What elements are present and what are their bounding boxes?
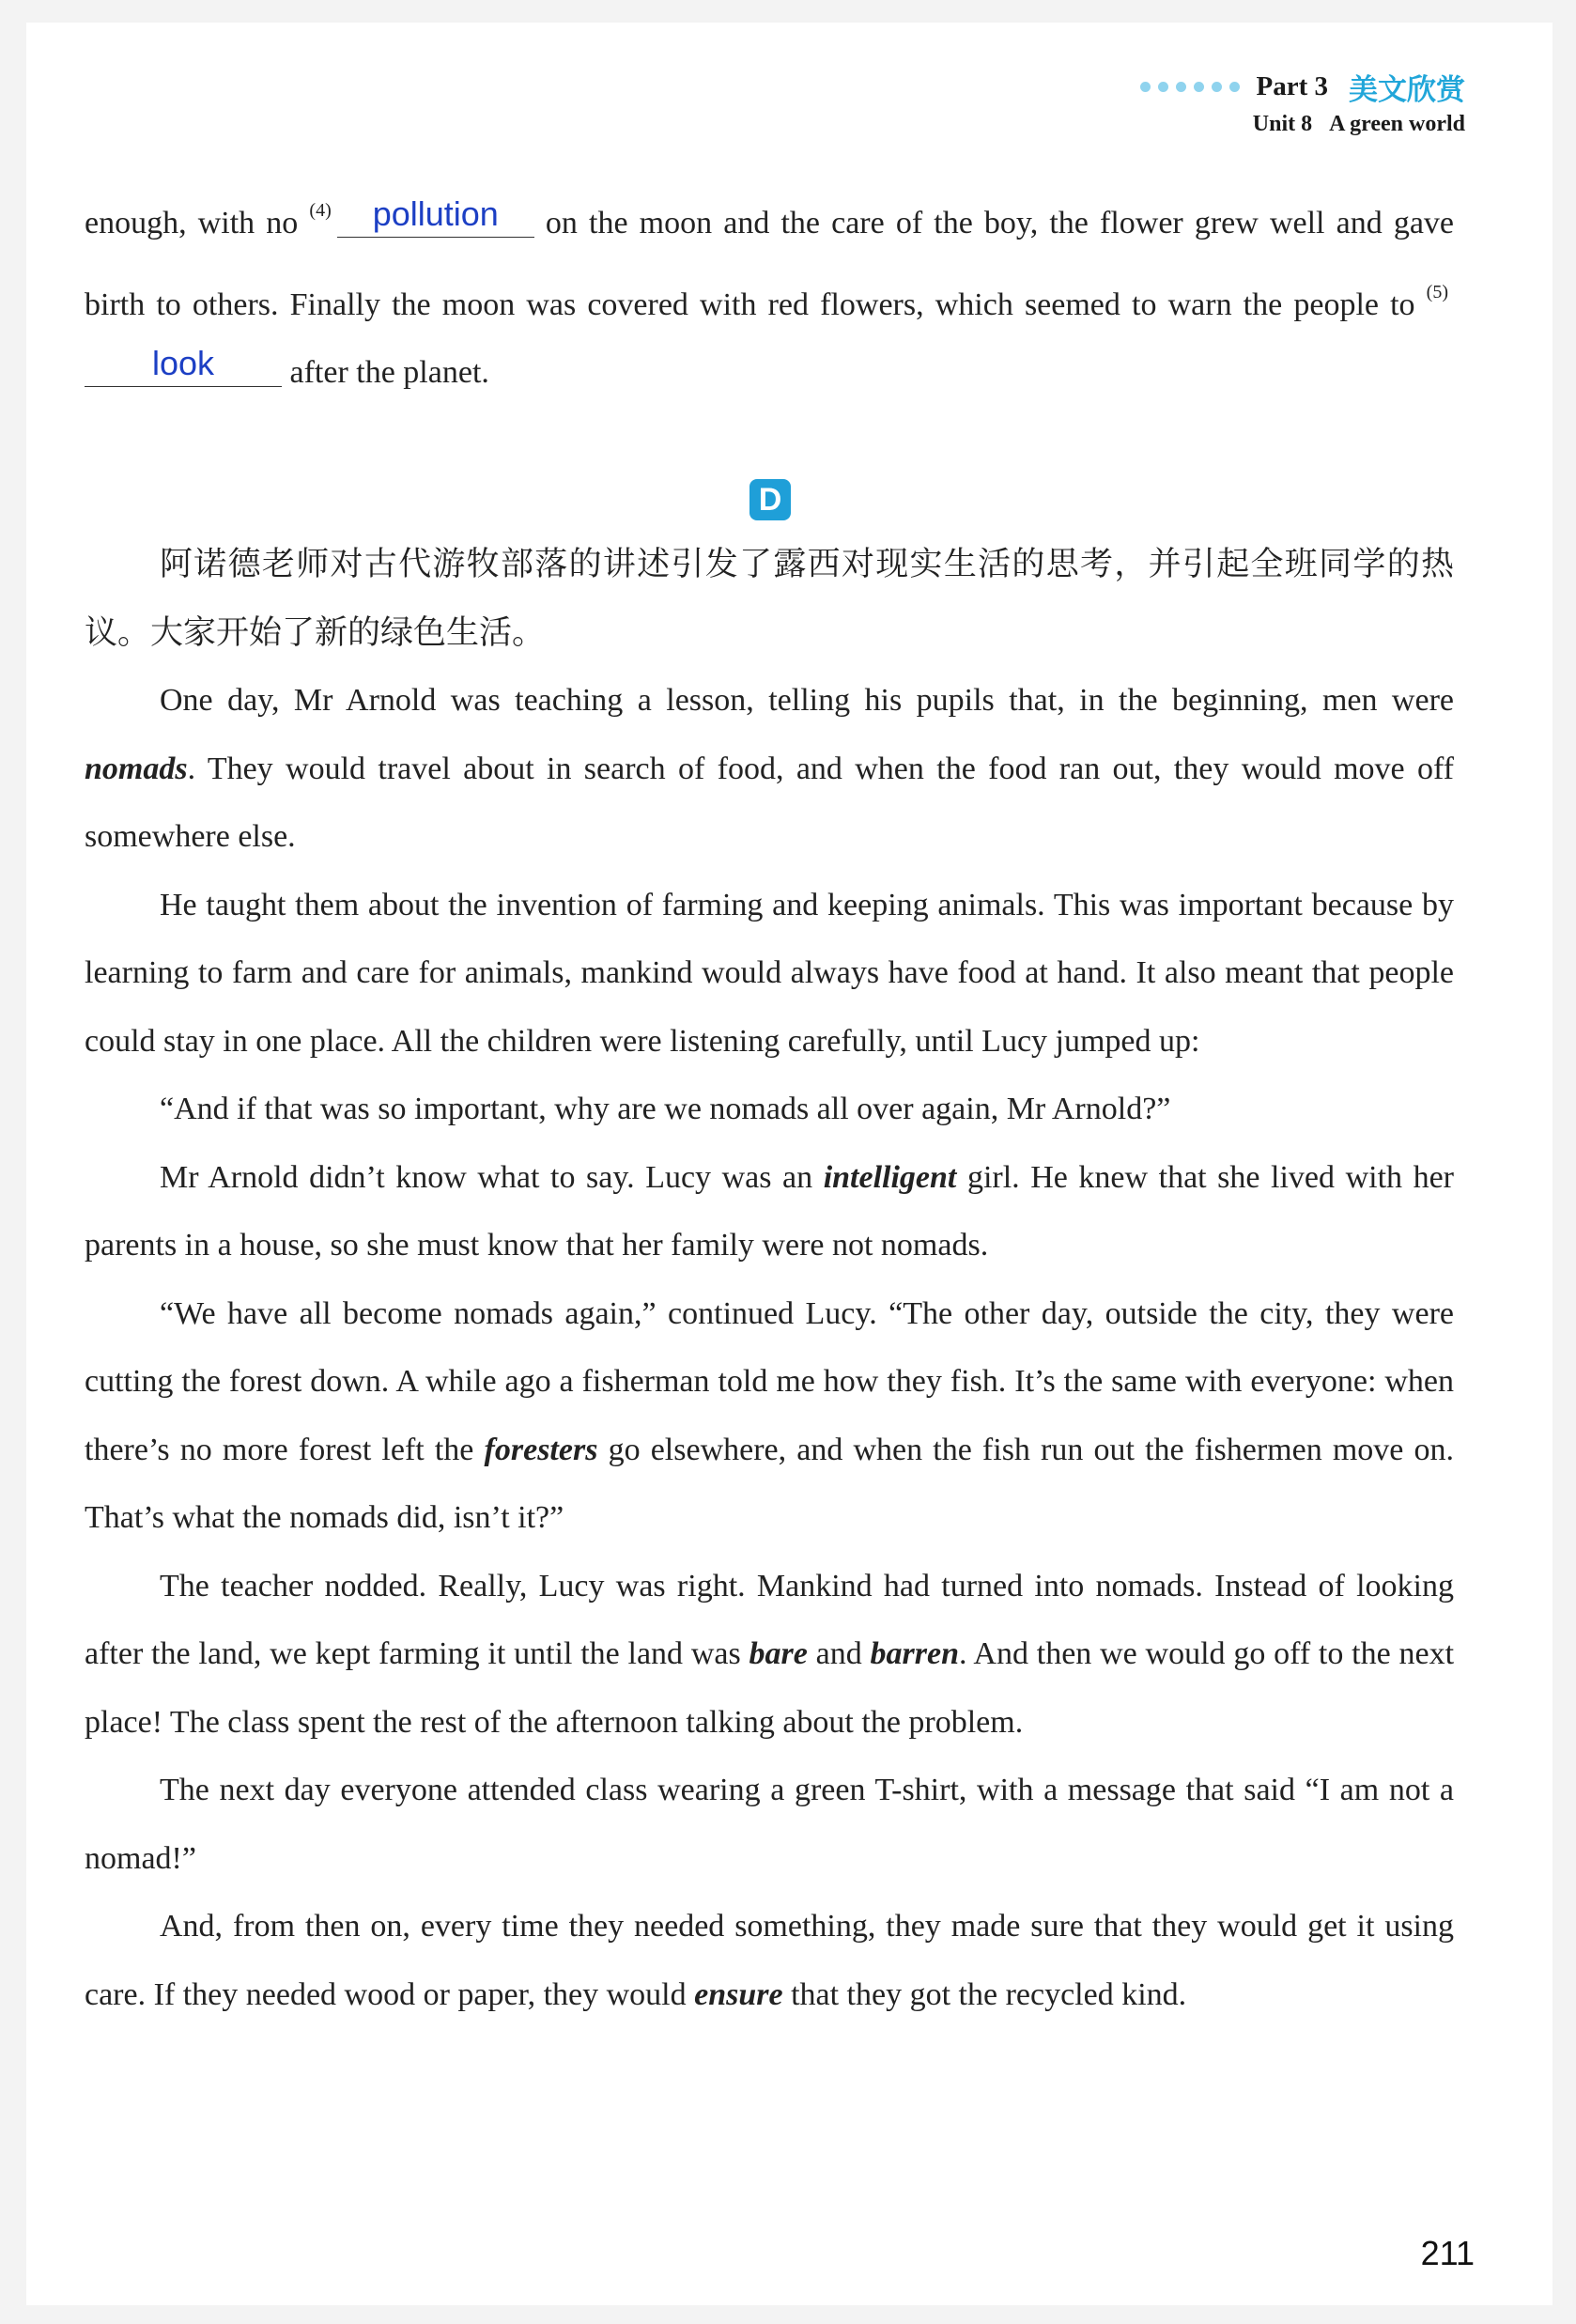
page-header <box>1140 66 1466 137</box>
paragraph-text: “We have all become nomads again,” continued Lucy. “The other day, outside the city, they were cutting the forest down. A while ago a fisherman told me how they fish. It’s the same with everyone: when there’s no more forest left the <box>85 1295 1454 1467</box>
part-label: Part 3 <box>1256 71 1328 101</box>
paragraph <box>85 1893 1454 2029</box>
passage-text: enough, with no <box>85 206 299 240</box>
article-body <box>85 531 1454 2029</box>
paragraph-text: girl. He knew that she lived with her parents in a house, so she must know that her family were not nomads. <box>85 1159 1455 1263</box>
paragraph-text: The teacher nodded. Really, Lucy was right. Mankind had turned into nomads. Instead of looking after the land, we kept farming it until the land was <box>85 1568 1454 1671</box>
paragraph: He taught them about the invention of farming and keeping animals. This was important because by learning to farm and care for animals, mankind would always have food at hand. It also meant that people could stay in one place. All the children were listening carefully, until Lucy jumped up: <box>85 887 1454 1059</box>
paragraph-text: and <box>815 1636 862 1671</box>
paragraph-text: that they got the recycled kind. <box>791 1976 1187 2012</box>
paragraph: The next day everyone attended class wearing a green T-shirt, with a message that said “I am not a nomad!” <box>85 1773 1454 1876</box>
keyword: bare <box>749 1636 808 1671</box>
keyword: ensure <box>694 1976 783 2012</box>
paragraph <box>85 1553 1454 1758</box>
paragraph-text: go elsewhere, and when the fish run out the fishermen move on. That’s what the nomads did, isn’t it?” <box>85 1432 1455 1535</box>
paragraph-text: And, from then on, every time they needed something, they made sure that they would get it using care. If they needed wood or paper, they would <box>85 1909 1454 2012</box>
section-title: 美文欣赏 <box>1349 73 1465 107</box>
page-number: 211 <box>1420 2234 1475 2272</box>
keyword: barren <box>870 1636 960 1671</box>
paragraph: “And if that was so important, why are we nomads all over again, Mr Arnold?” <box>160 1092 1171 1126</box>
passage-text: on the moon and the care of the boy, the flower grew well and gave birth to others. Finally the moon was covered with red flowers, which seemed to warn the people to <box>85 206 1455 322</box>
answer-blank-4[interactable] <box>337 195 534 238</box>
top-passage <box>85 177 1454 408</box>
keyword: intelligent <box>823 1159 957 1195</box>
paragraph-text: One day, Mr Arnold was teaching a lesson, telling his pupils that, in the beginning, men were <box>160 683 1454 718</box>
keyword: foresters <box>484 1432 598 1467</box>
answer-text: look <box>151 344 215 382</box>
paragraph <box>85 1280 1454 1553</box>
unit-label: Unit 8 <box>1252 112 1313 136</box>
answer-blank-5[interactable] <box>85 345 282 387</box>
intro-chinese: 阿诺德老师对古代游牧部落的讲述引发了露西对现实生活的思考，并引起全班同学的热议。大家开始了新的绿色生活。 <box>85 546 1454 652</box>
keyword: nomads <box>85 751 188 786</box>
blank-number: (4) <box>309 200 332 221</box>
section-badge: D <box>749 479 791 520</box>
paragraph-text: . And then we would go off to the next place! The class spent the rest of the afternoon talking about the problem. <box>85 1636 1455 1740</box>
paragraph-text: Mr Arnold didn’t know what to say. Lucy was an <box>160 1159 813 1195</box>
paragraph-text: . They would travel about in search of food, and when the food ran out, they would move off somewhere else. <box>85 751 1454 854</box>
unit-title: A green world <box>1329 112 1465 136</box>
paragraph <box>85 667 1454 872</box>
answer-text: pollution <box>372 194 499 233</box>
passage-text: after the planet. <box>289 355 489 390</box>
decorative-dots <box>1140 82 1240 92</box>
paragraph <box>85 1144 1454 1280</box>
blank-number: (5) <box>1426 281 1448 302</box>
top-passage-text <box>85 177 1454 408</box>
